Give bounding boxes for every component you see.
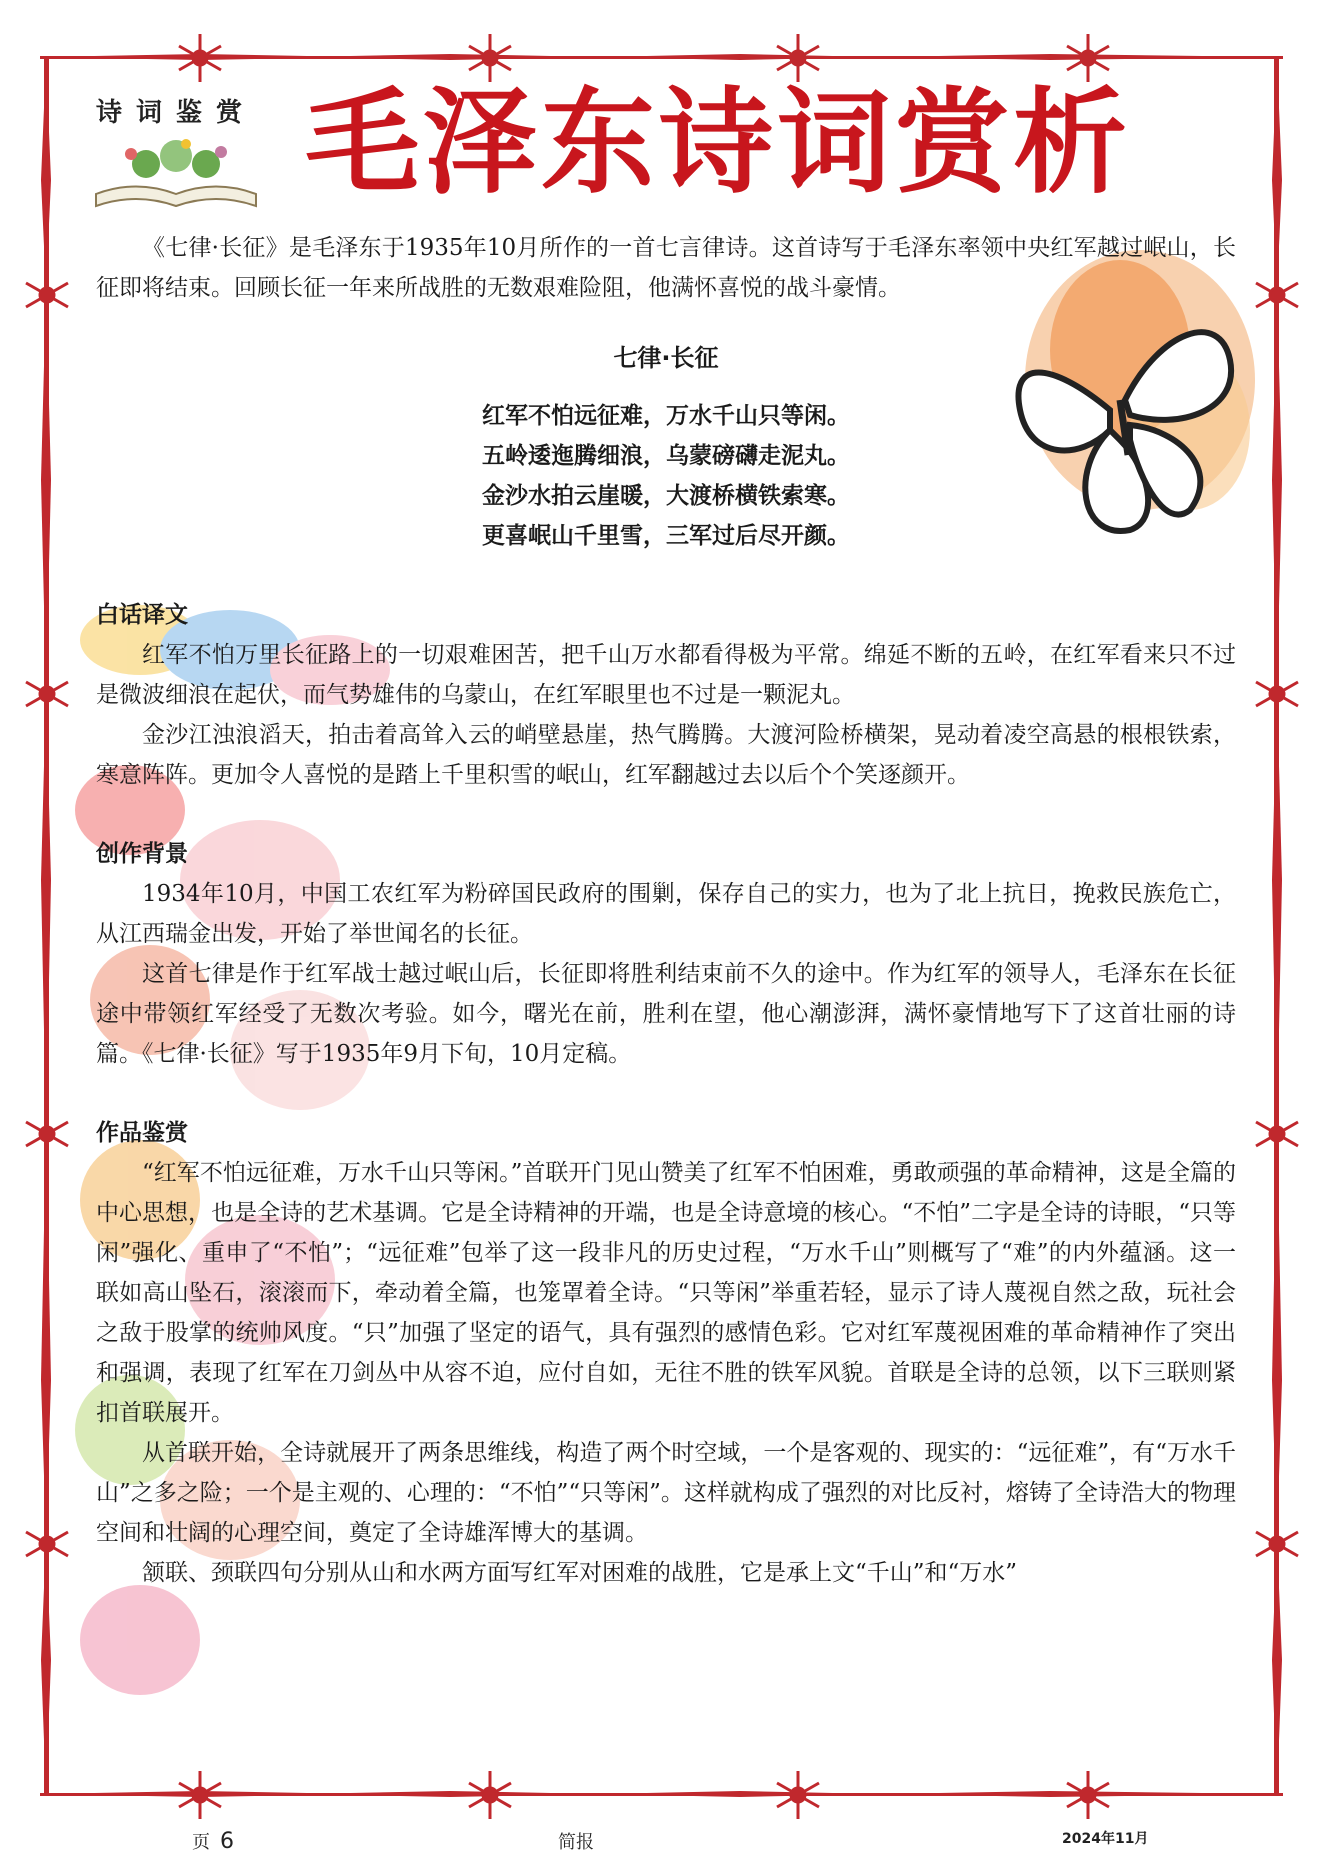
snowflake-icon [1250, 1517, 1304, 1571]
poem-line: 红军不怕远征难，万水千山只等闲。 [482, 403, 850, 429]
poem-line: 五岭逶迤腾细浪，乌蒙磅礴走泥丸。 [482, 443, 850, 469]
publication-name: 简报 [558, 1832, 594, 1853]
snowflake-icon [20, 1107, 74, 1161]
snowflake-icon [20, 268, 74, 322]
page-title: 毛泽东诗词赏析 [305, 76, 1132, 209]
snowflake-icon [1250, 667, 1304, 721]
poem-title: 七律·长征 [613, 344, 719, 372]
section-heading-translation: 白话译文 [96, 602, 188, 628]
snowflake-icon [20, 667, 74, 721]
book-icon [86, 124, 266, 214]
section-paragraph: 金沙江浊浪滔天，拍击着高耸入云的峭壁悬崖，热气腾腾。大渡河险桥横架，晃动着凌空高悬的根根铁索，寒意阵阵。更加令人喜悦的是踏上千里积雪的岷山，红军翻越过去以后个个笑逐颜开。 [96, 722, 1236, 788]
section-paragraph: 从首联开始，全诗就展开了两条思维线，构造了两个时空域，一个是客观的、现实的：“远征难”，有“万水千山”之多之险；一个是主观的、心理的：“不怕”“只等闲”。这样就构成了强烈的对比反衬，熔铸了全诗浩大的物理空间和壮阔的心理空间，奠定了全诗雄浑博大的基调。 [96, 1440, 1236, 1546]
logo-text: 诗词鉴赏 [95, 98, 256, 128]
section-paragraph: 颔联、颈联四句分别从山和水两方面写红军对困难的战胜，它是承上文“千山”和“万水” [142, 1560, 1018, 1586]
page-number [192, 1828, 234, 1854]
section-heading-appreciation: 作品鉴赏 [96, 1120, 188, 1146]
snowflake-icon [1250, 1107, 1304, 1161]
intro-paragraph: 《七律·长征》是毛泽东于1935年10月所作的一首七言律诗。这首诗写于毛泽东率领中央红军越过岷山，长征即将结束。回顾长征一年来所战胜的无数艰难险阻，他满怀喜悦的战斗豪情。 [96, 235, 1236, 301]
snowflake-icon [1061, 1768, 1115, 1822]
section-heading-background: 创作背景 [96, 841, 188, 867]
snowflake-icon [771, 1768, 825, 1822]
snowflake-icon [463, 1768, 517, 1822]
article-body [96, 228, 1236, 1593]
snowflake-icon [173, 31, 227, 85]
section-paragraph: 红军不怕万里长征路上的一切艰难困苦，把千山万水都看得极为平常。绵延不断的五岭，在红军看来只不过是微波细浪在起伏，而气势雄伟的乌蒙山，在红军眼里也不过是一颗泥丸。 [96, 642, 1236, 708]
section-paragraph: 1934年10月，中国工农红军为粉碎国民政府的围剿，保存自己的实力，也为了北上抗日，挽救民族危亡，从江西瑞金出发，开始了举世闻名的长征。 [96, 881, 1236, 947]
poem-line: 金沙水拍云崖暖，大渡桥横铁索寒。 [482, 483, 850, 509]
issue-date: 2024年11月 [1062, 1831, 1149, 1847]
poem [96, 396, 1236, 556]
column-logo [86, 92, 266, 212]
snowflake-icon [20, 1517, 74, 1571]
page-number-value: 6 [220, 1829, 234, 1854]
poem-line: 更喜岷山千里雪，三军过后尽开颜。 [482, 523, 850, 549]
snowflake-icon [173, 1768, 227, 1822]
section-paragraph: “红军不怕远征难，万水千山只等闲。”首联开门见山赞美了红军不怕困难，勇敢顽强的革命精神，这是全篇的中心思想，也是全诗的艺术基调。它是全诗精神的开端，也是全诗意境的核心。“不怕”二字是全诗的诗眼，“只等闲”强化、重申了“不怕”；“远征难”包举了这一段非凡的历史过程，“万水千山”则概写了“难”的内外蕴涵。这一联如高山坠石，滚滚而下，牵动着全篇，也笼罩着全诗。“只等闲”举重若轻，显示了诗人蔑视自然之敌，玩社会之敌于股掌的统帅风度。“只”加强了坚定的语气，具有强烈的感情色彩。它对红军蔑视困难的革命精神作了突出和强调，表现了红军在刀剑丛中从容不迫，应付自如，无往不胜的铁军风貌。首联是全诗的总领，以下三联则紧扣首联展开。 [96, 1160, 1236, 1426]
page-label: 页 [192, 1832, 210, 1853]
section-paragraph: 这首七律是作于红军战士越过岷山后，长征即将胜利结束前不久的途中。作为红军的领导人，毛泽东在长征途中带领红军经受了无数次考验。如今，曙光在前，胜利在望，他心潮澎湃，满怀豪情地写下了这首壮丽的诗篇。《七律·长征》写于1935年9月下旬，10月定稿。 [96, 961, 1236, 1067]
